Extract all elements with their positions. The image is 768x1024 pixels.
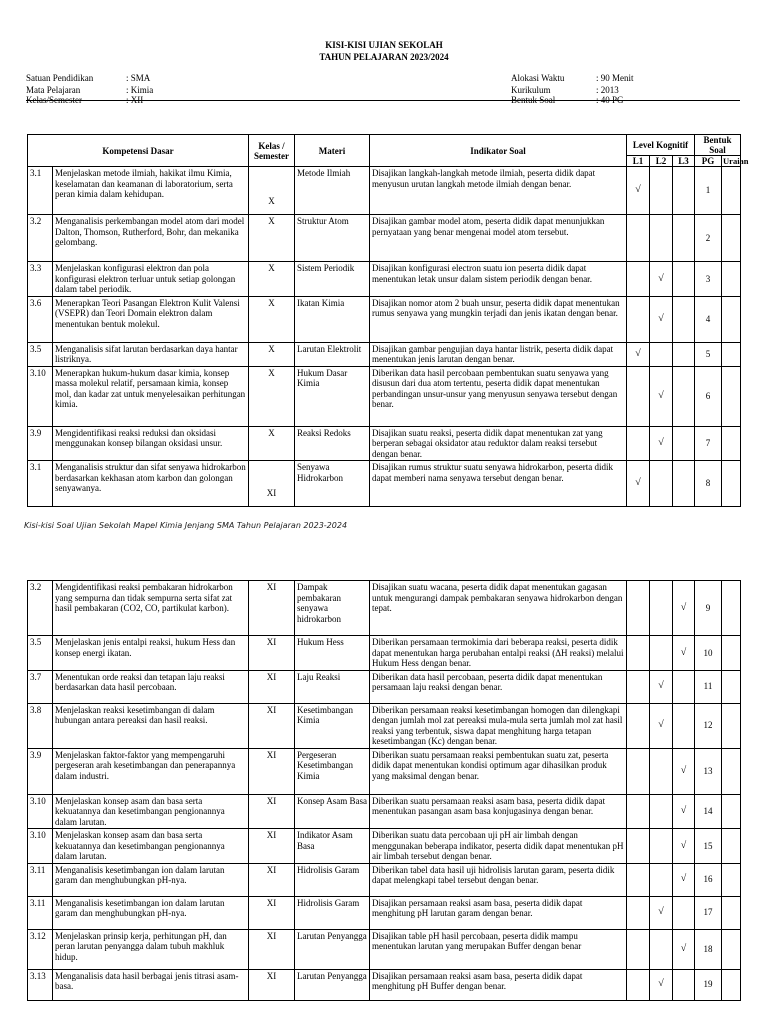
uraian-cell (722, 829, 741, 864)
indikator-cell: Disajikan persamaan reaksi asam basa, peserta didik dapat menghitung pH larutan garam dengan benar. (370, 896, 627, 929)
level-l1-cell (627, 748, 650, 794)
materi-cell: Hidrolisis Garam (295, 863, 370, 896)
table-row (28, 366, 741, 426)
level-l3-cell (673, 748, 695, 794)
kd-description: Menganalisis kesetimbangan ion dalam larutan garam dan menghubungkan pH-nya. (53, 896, 249, 929)
meta-value: : 2013 (596, 85, 619, 95)
level-l3-cell (673, 703, 695, 748)
indikator-cell: Disajikan konfigurasi electron suatu ion peserta didik dapat menentukan letak unsur dalam sistem periodik dengan benar. (370, 262, 627, 297)
meta-label: Mata Pelajaran (26, 85, 81, 95)
pg-number: 14 (695, 794, 722, 829)
materi-cell: Kesetimbangan Kimia (295, 703, 370, 748)
table-row (28, 342, 741, 366)
level-l2-cell (650, 748, 673, 794)
pg-number: 10 (695, 636, 722, 671)
footer-note: Kisi-kisi Soal Ujian Sekolah Mapel Kimia Jenjang SMA Tahun Pelajaran 2023-2024 (24, 521, 348, 530)
kd-description: Menganalisis kesetimbangan ion dalam larutan garam dan menghubungkan pH-nya. (53, 863, 249, 896)
kd-number: 3.3 (28, 262, 53, 297)
level-l2-cell (650, 215, 673, 262)
table-row (28, 636, 741, 671)
indikator-cell: Disajikan suatu reaksi, peserta didik dapat menentukan zat yang berperan sebagai oksidator atau reduktor dalam reaksi tersebut dengan benar. (370, 426, 627, 461)
table-row (28, 794, 741, 829)
document-subtitle: TAHUN PELAJARAN 2023/2024 (319, 52, 449, 62)
kd-description: Menjelaskan konsep asam dan basa serta kekuatannya dan kesetimbangan pengionannya dalam larutan. (53, 829, 249, 864)
header-level: Level Kognitif (627, 135, 695, 156)
check-mark: √ (658, 906, 664, 918)
level-l2-cell (650, 929, 673, 969)
check-mark: √ (635, 477, 641, 489)
kelas-cell: X (249, 366, 295, 426)
check-mark: √ (680, 873, 687, 885)
kisi-kisi-table-1 (27, 134, 749, 507)
pg-number: 15 (695, 829, 722, 864)
level-l2-cell (650, 366, 673, 426)
level-l3-cell (673, 366, 695, 426)
kelas-cell: XI (249, 929, 295, 969)
kd-number: 3.11 (28, 896, 53, 929)
level-l2-cell (650, 461, 673, 507)
materi-cell: Ikatan Kimia (295, 296, 370, 342)
level-l1-cell (627, 703, 650, 748)
kd-description: Menganalisis sifat larutan berdasarkan daya hantar listriknya. (53, 342, 249, 366)
level-l1-cell (627, 896, 650, 929)
indikator-cell: Diberikan data hasil percobaan pembentukan suatu senyawa yang disusun dari dua atom tertentu, peserta didik dapat menentukan perbandingan unsur-unsur yang menyusun senyawa tersebut dengan benar. (370, 366, 627, 426)
uraian-cell (722, 342, 741, 366)
table-row (28, 581, 741, 636)
indikator-cell: Disajikan langkah-langkah metode ilmiah, peserta didik dapat menyusun urutan langkah metode ilmiah dengan benar. (370, 167, 627, 215)
check-mark: √ (680, 805, 687, 816)
indikator-cell: Diberikan suatu persamaan reaksi asam basa, peserta didik dapat menentukan pasangan asam basa konjugasinya dengan benar. (370, 794, 627, 829)
pg-number: 19 (695, 969, 722, 1000)
level-l2-cell (650, 896, 673, 929)
kd-description: Menentukan orde reaksi dan tetapan laju reaksi berdasarkan data hasil percobaan. (53, 670, 249, 703)
table-row (28, 426, 741, 461)
level-l1-cell (627, 426, 650, 461)
indikator-cell: Diberikan tabel data hasil uji hidrolisis larutan garam, peserta didik dapat melengkapi tabel tersebut dengan benar. (370, 863, 627, 896)
pg-number: 18 (695, 929, 722, 969)
level-l2-cell (650, 636, 673, 671)
level-l3-cell (673, 262, 695, 297)
pg-number: 6 (695, 366, 722, 426)
meta-value: : Kimia (126, 85, 154, 95)
check-mark: √ (658, 680, 664, 692)
kd-description: Menganalisis data hasil berbagai jenis titrasi asam-basa. (53, 969, 249, 1000)
materi-cell: Hidrolisis Garam (295, 896, 370, 929)
uraian-cell (722, 296, 741, 342)
level-l1-cell (627, 863, 650, 896)
kd-number: 3.5 (28, 342, 53, 366)
kelas-cell: XI (249, 829, 295, 864)
kelas-cell: XI (249, 863, 295, 896)
uraian-cell (722, 215, 741, 262)
level-l3-cell (673, 896, 695, 929)
level-l3-cell (673, 581, 695, 636)
header-pg: PG (695, 156, 722, 167)
table-row (28, 262, 741, 297)
kd-number: 3.8 (28, 703, 53, 748)
level-l2-cell (650, 969, 673, 1000)
level-l2-cell (650, 262, 673, 297)
header-l1: L1 (627, 156, 650, 167)
pg-number: 17 (695, 896, 722, 929)
kd-description: Mengidentifikasi reaksi pembakaran hidrokarbon yang sempurna dan tidak sempurna serta sifat zat hasil pembakaran (CO2, CO, partikulat karbon). (53, 581, 249, 636)
level-l1-cell (627, 636, 650, 671)
document-title: KISI-KISI UJIAN SEKOLAH (325, 40, 443, 50)
check-mark: √ (658, 389, 664, 401)
pg-number: 2 (695, 215, 722, 262)
table-row (28, 670, 741, 703)
kd-number: 3.2 (28, 581, 53, 636)
level-l3-cell (673, 426, 695, 461)
check-mark: √ (658, 437, 664, 448)
materi-cell: Laju Reaksi (295, 670, 370, 703)
kd-description: Menjelaskan reaksi kesetimbangan di dalam hubungan antara pereaksi dan hasil reaksi. (53, 703, 249, 748)
level-l2-cell (650, 829, 673, 864)
uraian-cell (722, 636, 741, 671)
level-l2-cell (650, 296, 673, 342)
check-mark: √ (680, 646, 687, 658)
indikator-cell: Diberikan suatu persamaan reaksi pembentukan suatu zat, peserta didik dapat menentukan kondisi optimum agar dihasilkan produk yang maksimal dengan benar. (370, 748, 627, 794)
kd-description: Menjelaskan jenis entalpi reaksi, hukum Hess dan konsep energi ikatan. (53, 636, 249, 671)
level-l1-cell (627, 829, 650, 864)
kelas-cell: XI (249, 636, 295, 671)
uraian-cell (722, 262, 741, 297)
meta-value: : 90 Menit (596, 73, 634, 83)
kd-number: 3.10 (28, 794, 53, 829)
indikator-cell: Disajikan rumus struktur suatu senyawa hidrokarbon, peserta didik dapat memberi nama senyawa tersebut dengan benar. (370, 461, 627, 507)
materi-cell: Struktur Atom (295, 215, 370, 262)
table-row (28, 215, 741, 262)
kd-description: Menerapkan Teori Pasangan Elektron Kulit Valensi (VSEPR) dan Teori Domain elektron dalam menentukan bentuk molekul. (53, 296, 249, 342)
indikator-cell: Disajikan suatu wacana, peserta didik dapat menentukan gagasan untuk mengurangi dampak pembakaran senyawa hidrokarbon dengan tepat. (370, 581, 627, 636)
table-row (28, 167, 741, 215)
materi-cell: Dampak pembakaran senyawa hidrokarbon (295, 581, 370, 636)
table-row (28, 863, 741, 896)
meta-label: Satuan Pendidikan (26, 73, 94, 83)
pg-number: 4 (695, 296, 722, 342)
meta-value: : XII (126, 95, 144, 105)
level-l3-cell (673, 829, 695, 864)
level-l1-cell (627, 794, 650, 829)
meta-label: Kelas/Semester (26, 95, 82, 105)
table-2-body (28, 581, 741, 1001)
kd-number: 3.9 (28, 748, 53, 794)
kisi-kisi-table-2 (27, 580, 741, 1001)
header-bentuk: Bentuk Soal (695, 135, 741, 156)
uraian-cell (722, 167, 741, 215)
header-kelas: Kelas / Semester (249, 135, 295, 167)
level-l2-cell (650, 581, 673, 636)
kelas-cell: X (249, 426, 295, 461)
uraian-cell (722, 929, 741, 969)
level-l3-cell (673, 296, 695, 342)
level-l1-cell (627, 461, 650, 507)
header-l2: L2 (650, 156, 673, 167)
table-row (28, 929, 741, 969)
materi-cell: Hukum Dasar Kimia (295, 366, 370, 426)
check-mark: √ (635, 347, 641, 359)
indikator-cell: Diberikan suatu data percobaan uji pH air limbah dengan menggunakan beberapa indikator, peserta didik dapat menentukan pH air limbah tersebut dengan benar. (370, 829, 627, 864)
kelas-cell: XI (249, 969, 295, 1000)
kd-number: 3.1 (28, 167, 53, 215)
table-row (28, 703, 741, 748)
indikator-cell: Diberikan data hasil percobaan, peserta didik dapat menentukan persamaan laju reaksi dengan benar. (370, 670, 627, 703)
check-mark: √ (658, 978, 664, 990)
pg-number: 16 (695, 863, 722, 896)
uraian-cell (722, 748, 741, 794)
level-l3-cell (673, 167, 695, 215)
uraian-cell (722, 969, 741, 1000)
header-materi: Materi (295, 135, 370, 167)
level-l1-cell (627, 969, 650, 1000)
level-l2-cell (650, 342, 673, 366)
check-mark: √ (680, 942, 687, 954)
check-mark: √ (680, 764, 687, 776)
level-l1-cell (627, 929, 650, 969)
materi-cell: Indikator Asam Basa (295, 829, 370, 864)
pg-number: 7 (695, 426, 722, 461)
kd-description: Menerapkan hukum-hukum dasar kimia, konsep massa molekul relatif, persamaan kimia, konsep mol, dan kadar zat untuk menyelesaikan perhitungan kimia. (53, 366, 249, 426)
level-l3-cell (673, 863, 695, 896)
kd-number: 3.10 (28, 366, 53, 426)
materi-cell: Senyawa Hidrokarbon (295, 461, 370, 507)
level-l2-cell (650, 703, 673, 748)
level-l2-cell (650, 863, 673, 896)
indikator-cell: Disajikan table pH hasil percobaan, peserta didik mampu menentukan larutan yang merupakan Buffer dengan benar (370, 929, 627, 969)
kd-number: 3.5 (28, 636, 53, 671)
level-l1-cell (627, 215, 650, 262)
kelas-cell: XI (249, 794, 295, 829)
kelas-cell: XI (249, 748, 295, 794)
uraian-cell (722, 863, 741, 896)
materi-cell: Metode Ilmiah (295, 167, 370, 215)
level-l3-cell (673, 342, 695, 366)
check-mark: √ (635, 184, 641, 196)
meta-label: Kurikulum (511, 85, 551, 95)
table-row (28, 296, 741, 342)
uraian-cell (722, 703, 741, 748)
meta-value: : 40 PG (596, 95, 624, 105)
pg-number: 11 (695, 670, 722, 703)
kd-number: 3.9 (28, 426, 53, 461)
uraian-cell (722, 366, 741, 426)
kd-number: 3.12 (28, 929, 53, 969)
pg-number: 13 (695, 748, 722, 794)
materi-cell: Konsep Asam Basa (295, 794, 370, 829)
kelas-cell: X (249, 296, 295, 342)
level-l3-cell (673, 929, 695, 969)
indikator-cell: Disajikan gambar model atom, peserta didik dapat menunjukkan pernyataan yang benar mengenai model atom tersebut. (370, 215, 627, 262)
kd-description: Mengidentifikasi reaksi reduksi dan oksidasi menggunakan konsep bilangan oksidasi unsur. (53, 426, 249, 461)
meta-label: Bentuk Soal (511, 95, 556, 105)
header-kd: Kompetensi Dasar (28, 135, 249, 167)
kelas-cell: X (249, 167, 295, 215)
uraian-cell (722, 426, 741, 461)
check-mark: √ (658, 312, 664, 324)
indikator-cell: Disajikan nomor atom 2 buah unsur, peserta didik dapat menentukan rumus senyawa yang mungkin terjadi dan jenis ikatan dengan benar. (370, 296, 627, 342)
uraian-cell (722, 461, 741, 507)
kd-description: Menjelaskan konsep asam dan basa serta kekuatannya dan kesetimbangan pengionannya dalam larutan. (53, 794, 249, 829)
level-l1-cell (627, 296, 650, 342)
kelas-cell: X (249, 262, 295, 297)
meta-label: Alokasi Waktu (511, 73, 565, 83)
kelas-cell: XI (249, 461, 295, 507)
kelas-cell: X (249, 342, 295, 366)
uraian-cell (722, 896, 741, 929)
meta-divider (26, 100, 740, 101)
pg-number: 3 (695, 262, 722, 297)
materi-cell: Hukum Hess (295, 636, 370, 671)
level-l1-cell (627, 581, 650, 636)
uraian-cell (722, 794, 741, 829)
kd-number: 3.13 (28, 969, 53, 1000)
pg-number: 1 (695, 167, 722, 215)
table-row (28, 829, 741, 864)
level-l2-cell (650, 167, 673, 215)
kelas-cell: XI (249, 670, 295, 703)
pg-number: 9 (695, 581, 722, 636)
kd-description: Menjelaskan metode ilmiah, hakikat ilmu Kimia, keselamatan dan keamanan di laboratorium, serta peran kimia dalam kehidupan. (53, 167, 249, 215)
level-l2-cell (650, 670, 673, 703)
kd-description: Menjelaskan prinsip kerja, perhitungan pH, dan peran larutan penyangga dalam tubuh makhluk hidup. (53, 929, 249, 969)
level-l3-cell (673, 461, 695, 507)
level-l1-cell (627, 262, 650, 297)
indikator-cell: Diberikan persamaan reaksi kesetimbangan homogen dan dilengkapi dengan jumlah mol zat pereaksi mula-mula serta jumlah mol zat hasil reaksi yang terbentuk, siswa dapat menghitung harga tetapan kesetimbangan (Kc) dengan benar. (370, 703, 627, 748)
pg-number: 8 (695, 461, 722, 507)
kd-number: 3.11 (28, 863, 53, 896)
table-row (28, 461, 741, 507)
level-l1-cell (627, 167, 650, 215)
kd-number: 3.1 (28, 461, 53, 507)
materi-cell: Larutan Penyangga (295, 969, 370, 1000)
uraian-cell (722, 670, 741, 703)
table-row (28, 896, 741, 929)
meta-value: : SMA (126, 73, 151, 83)
materi-cell: Pergeseran Kesetimbangan Kimia (295, 748, 370, 794)
level-l2-cell (650, 794, 673, 829)
kd-number: 3.10 (28, 829, 53, 864)
materi-cell: Reaksi Redoks (295, 426, 370, 461)
level-l3-cell (673, 969, 695, 1000)
kelas-cell: XI (249, 581, 295, 636)
kd-description: Menganalisis struktur dan sifat senyawa hidrokarbon berdasarkan kekhasan atom karbon dan golongan senyawanya. (53, 461, 249, 507)
table-row (28, 748, 741, 794)
check-mark: √ (680, 839, 687, 851)
level-l3-cell (673, 794, 695, 829)
kd-number: 3.6 (28, 296, 53, 342)
kd-description: Menjelaskan konfigurasi elektron dan pola konfigurasi elektron terluar untuk setiap golongan dalam tabel periodik. (53, 262, 249, 297)
level-l1-cell (627, 670, 650, 703)
materi-cell: Larutan Elektrolit (295, 342, 370, 366)
pg-number: 5 (695, 342, 722, 366)
pg-number: 12 (695, 703, 722, 748)
level-l1-cell (627, 342, 650, 366)
kd-description: Menjelaskan faktor-faktor yang mempengaruhi pergeseran arah kesetimbangan dan penerapannya dalam industri. (53, 748, 249, 794)
table-row (28, 969, 741, 1000)
kelas-cell: XI (249, 896, 295, 929)
check-mark: √ (658, 272, 664, 284)
check-mark: √ (658, 719, 664, 731)
uraian-cell (722, 581, 741, 636)
kd-description: Menganalisis perkembangan model atom dari model Dalton, Thomson, Rutherford, Bohr, dan mekanika gelombang. (53, 215, 249, 262)
check-mark: √ (680, 601, 687, 613)
header-uraian: Uraian (723, 156, 749, 166)
level-l1-cell (627, 366, 650, 426)
kelas-cell: XI (249, 703, 295, 748)
level-l3-cell (673, 215, 695, 262)
level-l2-cell (650, 426, 673, 461)
indikator-cell: Diberikan persamaan termokimia dari beberapa reaksi, peserta didik dapat menentukan harga perubahan entalpi reaksi (ΔH reaksi) melalui Hukum Hess dengan benar. (370, 636, 627, 671)
indikator-cell: Disajikan gambar pengujian daya hantar listrik, peserta didik dapat menentukan jenis larutan dengan benar. (370, 342, 627, 366)
header-l3: L3 (673, 156, 695, 167)
kd-number: 3.7 (28, 670, 53, 703)
level-l3-cell (673, 636, 695, 671)
header-indikator: Indikator Soal (370, 135, 627, 167)
kd-number: 3.2 (28, 215, 53, 262)
materi-cell: Larutan Penyangga (295, 929, 370, 969)
level-l3-cell (673, 670, 695, 703)
table-1-body (28, 167, 741, 507)
indikator-cell: Disajikan persamaan reaksi asam basa, peserta didik dapat menghitung pH Buffer dengan benar. (370, 969, 627, 1000)
materi-cell: Sistem Periodik (295, 262, 370, 297)
kelas-cell: X (249, 215, 295, 262)
